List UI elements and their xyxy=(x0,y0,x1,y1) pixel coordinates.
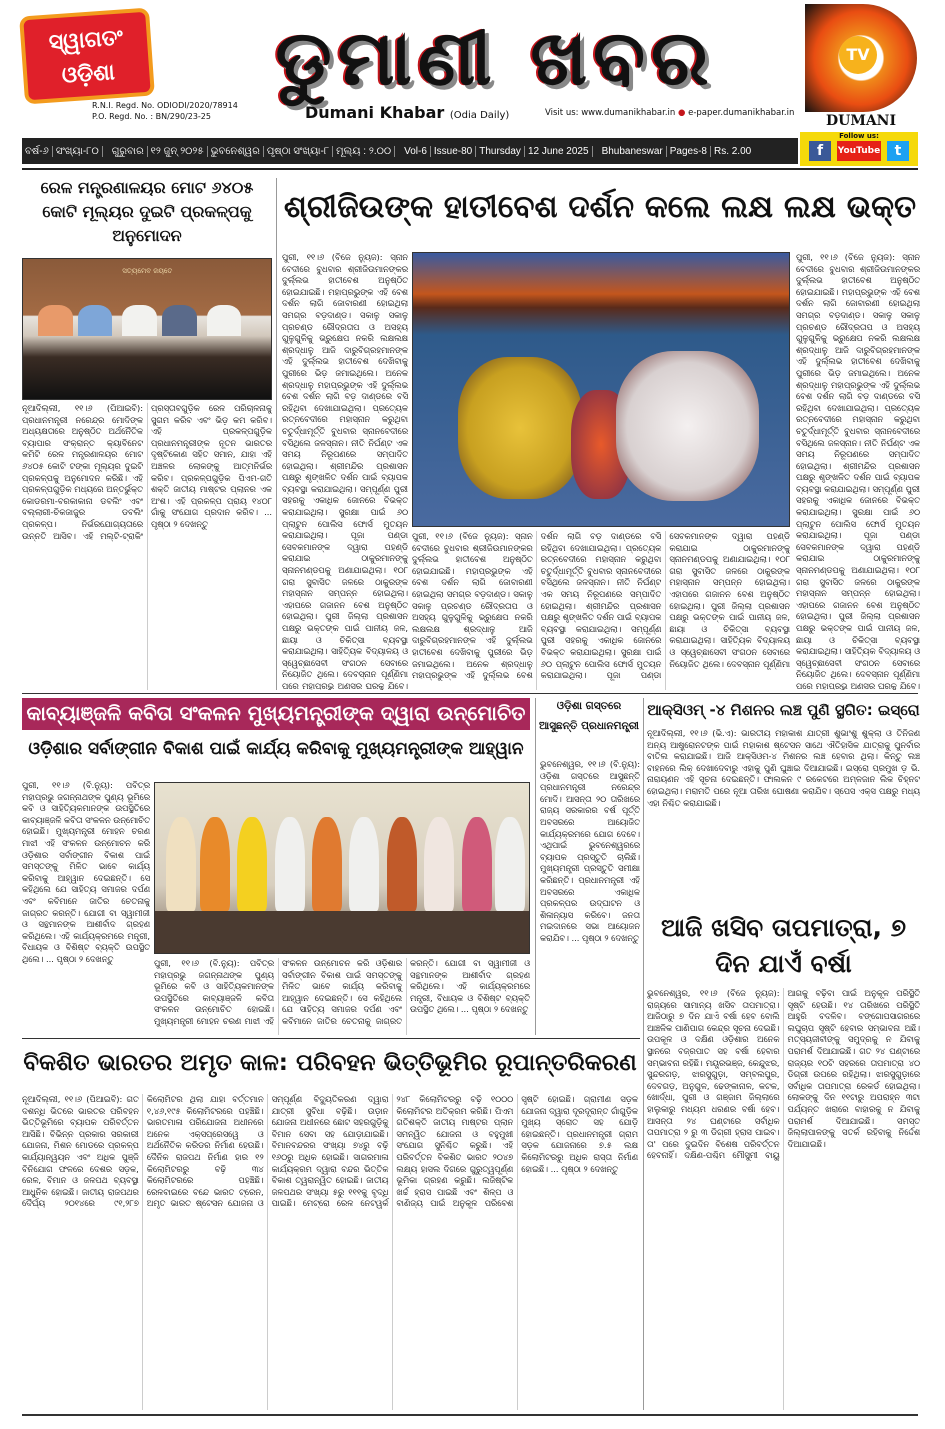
cabinet-meeting-photo xyxy=(22,258,272,400)
bullet-icon: ● xyxy=(677,108,686,118)
info-vol-en: Vol-6 xyxy=(401,146,431,157)
twitter-icon[interactable]: t xyxy=(887,141,909,161)
bottom-rule xyxy=(22,1414,918,1416)
facebook-icon[interactable]: f xyxy=(809,141,831,161)
rail-headline: ରେଳ ମନ୍ତ୍ରଣାଳୟର ମୋଟ ୬୪୦୫ କୋଟି ମୂଲ୍ୟର ଦୁଇଟି ପ୍ରକଳ୍ପକୁ ଅନୁମୋଦନ xyxy=(40,178,254,245)
axiom-headline: ଆକ୍ସିଓମ୍ -୪ ମିଶନର ଲଞ୍ଚ ପୁଣି ସ୍ଥଗିତ: ଇସ୍ରୋ xyxy=(647,701,920,719)
weather-headline: ଆଜି ଖସିବ ତାପମାତ୍ରା, ୭ ଦିନ ଯାଏଁ ବର୍ଷା xyxy=(660,913,907,978)
divider xyxy=(22,693,918,694)
column-divider xyxy=(643,698,644,1410)
odisha-body-col1: ପୁରୀ, ୧୧।୬ (ବି.ନ୍ୟୁ): ପବିତ୍ର ମହାପ୍ରଭୁ ଜଗନ୍ନାଥଙ୍କ ପୁଣ୍ୟ ଭୂମିରେ କବି ଓ ସାହିତ୍ୟିକମାନଙ୍କ ଉପସ୍ଥିତିରେ କାବ୍ୟାଞ୍ଜଳି କବିତା ସଂକଳନ ଉନ୍ମୋଚିତ ହୋଇଛି। ମୁଖ୍ୟମନ୍ତ୍ରୀ ମୋହନ ଚରଣ ମାଝୀ ଏହି ସଂକଳନ ଉନ୍ମୋଚନ କରି ଓଡ଼ିଶାର ସର୍ବାଙ୍ଗୀନ ବିକାଶ ପାଇଁ ସମସ୍ତଙ୍କୁ ମିଳିତ ଭାବେ କାର୍ଯ୍ୟ କରିବାକୁ ଆହ୍ୱାନ ଦେଇଛନ୍ତି। ସେ କହିଥିଲେ ଯେ ସାହିତ୍ୟ ସମାଜର ଦର୍ପଣ ଏବଂ କବିମାନେ ଜାତିର ଚେତନାକୁ ଜାଗ୍ରତ କରନ୍ତି। ଯୋଗୀ ବା ସ୍ୱାମୀଜୀ ଓ ସନ୍ଥମାନଙ୍କ ଆଶୀର୍ବାଦ ଗ୍ରହଣ କରିଥିଲେ। ଏହି କାର୍ଯ୍ୟକ୍ରମରେ ମନ୍ତ୍ରୀ, ବିଧାୟକ ଓ ବିଶିଷ୍ଟ ବ୍ୟକ୍ତି ଉପସ୍ଥିତ ଥିଲେ। ... ପୃଷ୍ଠା ୨ ଦେଖନ୍ତୁ xyxy=(22,780,150,964)
rni-number: R.N.I. Regd. No. ODIODI/2020/78914 xyxy=(92,101,238,110)
info-price-en: Rs. 2.00 xyxy=(713,145,752,157)
info-date-en: 12 June 2025 xyxy=(525,146,593,157)
registration-info xyxy=(92,100,238,122)
pm-visit-headline: ଓଡ଼ିଶା ଗସ୍ତରେ ଆସୁଛନ୍ତି ପ୍ରଧାନମନ୍ତ୍ରୀ xyxy=(539,700,639,733)
website-link[interactable]: Visit us: www.dumanikhabar.in xyxy=(545,108,676,118)
kavyanjali-banner: କାବ୍ୟାଞ୍ଜଳି କବିତା ସଂକଳନ ମୁଖ୍ୟମନ୍ତ୍ରୀଙ୍କ ଦ୍ୱାରା ଉନ୍ମୋଚିତ xyxy=(22,698,530,730)
divider xyxy=(22,168,918,170)
youtube-icon[interactable]: YouTube xyxy=(837,141,881,161)
info-city: ଭୁବନେଶ୍ୱର xyxy=(208,146,264,157)
english-note: (Odia Daily) xyxy=(449,110,510,121)
lead-body-col2: ପୁରୀ, ୧୧।୬ (ବିଜେ ନ୍ୟୁଜ): ସ୍ନାନ ବେଦୀରେ ବୁଧବାର ଶ୍ରୀଜିଉମାନଙ୍କର ଦୁର୍ଲ୍ଲଭ ହାତୀବେଶ ଅନୁଷ୍ଠିତ ହୋଇଯାଇଛି। ମହାପ୍ରଭୁଙ୍କ ଏହି ବେଶ ଦର୍ଶନ ଲାଗି ଜୋବାରଣୀ ହୋଇଥିଲା ସମଗ୍ର ବଡ଼ଦାଣ୍ଡ। ସକାଳୁ ସକାଳୁ ପ୍ରଚଣ୍ଡ ରୌଦ୍ରତାପ ଓ ଅସହ୍ୟ ଗୁଳୁଗୁଳିକୁ ଭ୍ରୁକ୍ଷେପ ନକରି ଲକ୍ଷଲକ୍ଷ ଶ୍ରଦ୍ଧାଳୁ ଆଜି ଦାରୁବିଗ୍ରହମାନଙ୍କ ଏହି ଦୁର୍ଲ୍ଲଭ ହାତୀବେଶ ଦେଖିବାକୁ ପୁରୀରେ ଭିଡ଼ ଜମାଇଥିଲେ। ଅନେକ ଶ୍ରଦ୍ଧାଳୁ ମହାପ୍ରଭୁଙ୍କ ଏହି ଦୁର୍ଲ୍ଲଭ ବେଶ ଦର୍ଶନ ଲାଗି ବଡ଼ ଦାଣ୍ଡରେ ବସି ରହିଥିବା ଦେଖାଯାଇଥିଲା। ପ୍ରତ୍ୟେକ ରତ୍ନବେଦୀରେ ମହାସ୍ନାନ କରୁଥିବା ଚତୁର୍ଦ୍ଧାମୂର୍ତ୍ତି ବୁଧବାର ସ୍ନାନବେଦୀରେ ବସିଥିଲେ ଜଳସ୍ନାନ। ନୀତି ନିର୍ଘଣ୍ଟ ଏକ ସମୟ ନିରୂପଣରେ ସମ୍ପାଦିତ ହୋଇଥିଲା। ଶ୍ରୀମନ୍ଦିର ପ୍ରଶାସନ ପକ୍ଷରୁ ଶୃଙ୍ଖଳିତ ଦର୍ଶନ ପାଇଁ ବ୍ୟାପକ ବ୍ୟବସ୍ଥା କରାଯାଇଥିଲା। ସମ୍ପୂର୍ଣ୍ଣ ପୁରୀ ସହରକୁ ଏକାଧିକ ଜୋନରେ ବିଭକ୍ତ କରାଯାଇଥିଲା। ସୁରକ୍ଷା ପାଇଁ ୬୦ ପ୍ଲାଟୁନ ପୋଲିସ ଫୋର୍ସ ମୁତୟନ କରାଯାଇଥିଲା। ପୂଜା ପଣ୍ଡା ସେବକମାନଙ୍କ ଦ୍ୱାରା ପହଣ୍ଡି କରାଯାଇ ଠାକୁରମାନଙ୍କୁ ସ୍ନାନମଣ୍ଡପକୁ ଅଣାଯାଇଥିଲା। ୧୦୮ ଗରା ସୁବାସିତ ଜଳରେ ଠାକୁରଙ୍କ ମହାସ୍ନାନ ସମ୍ପନ୍ନ ହୋଇଥିଲା। ଏହାପରେ ଗଜାନନ ବେଶ ଅନୁଷ୍ଠିତ ହୋଇଥିଲା। ପୁରୀ ଜିଲ୍ଲା ପ୍ରଶାସନ ପକ୍ଷରୁ ଭକ୍ତଙ୍କ ପାଇଁ ପାନୀୟ ଜଳ, ଛାୟା ଓ ଚିକିତ୍ସା ବ୍ୟବସ୍ଥା କରାଯାଇଥିଲା। ସାହିତ୍ୟିକ ବିଦ୍ୟାଳୟ ଓ ସ୍ୱେଚ୍ଛାସେବୀ ସଂଗଠନ ସେବାରେ ନିୟୋଜିତ ଥିଲେ। ଦେବସ୍ନାନ ପୂର୍ଣ୍ଣିମା xyxy=(412,531,790,681)
hati-besha-photo xyxy=(412,252,790,527)
issue-info-bar xyxy=(22,138,798,164)
info-pages: ପୃଷ୍ଠା ସଂଖ୍ୟା-୮ xyxy=(264,146,333,157)
rail-body: ନୂଆଦିଲ୍ଲୀ, ୧୧।୬ (ପିଆଇବି): ପ୍ରଧାନମନ୍ତ୍ରୀ ନରେନ୍ଦ୍ର ମୋଦିଙ୍କ ଅଧ୍ୟକ୍ଷତାରେ ଅନୁଷ୍ଠିତ ଅର୍ଥନୈତିକ ବ୍ୟାପାର ସଂକ୍ରାନ୍ତ କ୍ୟାବିନେଟ କମିଟି ରେଳ ମନ୍ତ୍ରଣାଳୟର ମୋଟ ୬୪୦୫ କୋଟି ଟଙ୍କା ମୂଲ୍ୟର ଦୁଇଟି ପ୍ରକଳ୍ପକୁ ଅନୁମୋଦନ କରିଛି। ଏହି ପ୍ରକଳ୍ପଗୁଡ଼ିକ ମଧ୍ୟରେ ଅନ୍ତର୍ଭୁକ୍ତ କୋଡରମା-ବରକାକାନା ଡବଲିଂ ଏବଂ ବଲ୍ଲାରୀ-ଚିକଜାଜୁର ଡବଲିଂ ପ୍ରକଳ୍ପ। ନିର୍ଭରଯୋଗ୍ୟତାରେ ଉନ୍ନତି ଆସିବ। ଏହି ମଲ୍ଟି-ଟ୍ରାକିଂ ପ୍ରସ୍ତାବଗୁଡ଼ିକ ରେଳ ପରିଚାଳନାକୁ ସୁଗମ କରିବ ଏବଂ ଭିଡ଼ କମ କରିବ। ଏହି ପ୍ରକଳ୍ପଗୁଡ଼ିକ ପ୍ରଧାନମନ୍ତ୍ରୀଙ୍କ ନୂତନ ଭାରତର ଦୃଷ୍ଟିକୋଣ ସହିତ ସମାନ, ଯାହା ଏହି ଅଞ୍ଚଳର ଲୋକଙ୍କୁ ଆତ୍ମନିର୍ଭର କରିବ। ପ୍ରକଳ୍ପଗୁଡ଼ିକ ପିଏମ-ଗତି ଶକ୍ତି ଜାତୀୟ ମାଷ୍ଟର ପ୍ଲାନର ଏକ ଅଂଶ। ଏହି ପ୍ରକଳ୍ପ ପ୍ରାୟ ୧୪୦୮ ଗାଁକୁ ସଂଯୋଗ ପ୍ରଦାନ କରିବ। ... ପୃଷ୍ଠା ୨ ଦେଖନ୍ତୁ xyxy=(22,403,272,541)
column-divider xyxy=(535,698,536,1035)
lead-body-col1: ପୁରୀ, ୧୧।୬ (ବିଜେ ନ୍ୟୁଜ): ସ୍ନାନ ବେଦୀରେ ବୁଧବାର ଶ୍ରୀଜିଉମାନଙ୍କର ଦୁର୍ଲ୍ଲଭ ହାତୀବେଶ ଅନୁଷ୍ଠିତ ହୋଇଯାଇଛି। ମହାପ୍ରଭୁଙ୍କ ଏହି ବେଶ ଦର୍ଶନ ଲାଗି ଜୋବାରଣୀ ହୋଇଥିଲା ସମଗ୍ର ବଡ଼ଦାଣ୍ଡ। ସକାଳୁ ସକାଳୁ ପ୍ରଚଣ୍ଡ ରୌଦ୍ରତାପ ଓ ଅସହ୍ୟ ଗୁଳୁଗୁଳିକୁ ଭ୍ରୁକ୍ଷେପ ନକରି ଲକ୍ଷଲକ୍ଷ ଶ୍ରଦ୍ଧାଳୁ ଆଜି ଦାରୁବିଗ୍ରହମାନଙ୍କ ଏହି ଦୁର୍ଲ୍ଲଭ ହାତୀବେଶ ଦେଖିବାକୁ ପୁରୀରେ ଭିଡ଼ ଜମାଇଥିଲେ। ଅନେକ ଶ୍ରଦ୍ଧାଳୁ ମହାପ୍ରଭୁଙ୍କ ଏହି ଦୁର୍ଲ୍ଲଭ ବେଶ ଦର୍ଶନ ଲାଗି ବଡ଼ ଦାଣ୍ଡରେ ବସି ରହିଥିବା ଦେଖାଯାଇଥିଲା। ପ୍ରତ୍ୟେକ ରତ୍ନବେଦୀରେ ମହାସ୍ନାନ କରୁଥିବା ଚତୁର୍ଦ୍ଧାମୂର୍ତ୍ତି ବୁଧବାର ସ୍ନାନବେଦୀରେ ବସିଥିଲେ ଜଳସ୍ନାନ। ନୀତି ନିର୍ଘଣ୍ଟ ଏକ ସମୟ ନିରୂପଣରେ ସମ୍ପାଦିତ ହୋଇଥିଲା। ଶ୍ରୀମନ୍ଦିର ପ୍ରଶାସନ ପକ୍ଷରୁ ଶୃଙ୍ଖଳିତ ଦର୍ଶନ ପାଇଁ ବ୍ୟାପକ ବ୍ୟବସ୍ଥା କରାଯାଇଥିଲା। ସମ୍ପୂର୍ଣ୍ଣ ପୁରୀ ସହରକୁ ଏକାଧିକ ଜୋନରେ ବିଭକ୍ତ କରାଯାଇଥିଲା। ସୁରକ୍ଷା ପାଇଁ ୬୦ ପ୍ଲାଟୁନ ପୋଲିସ ଫୋର୍ସ ମୁତୟନ କରାଯାଇଥିଲା। ପୂଜା ପଣ୍ଡା ସେବକମାନଙ୍କ ଦ୍ୱାରା ପହଣ୍ଡି କରାଯାଇ ଠାକୁରମାନଙ୍କୁ ସ୍ନାନମଣ୍ଡପକୁ ଅଣାଯାଇଥିଲା। ୧୦୮ ଗରା ସୁବାସିତ ଜଳରେ ଠାକୁରଙ୍କ ମହାସ୍ନାନ ସମ୍ପନ୍ନ ହୋଇଥିଲା। ଏହାପରେ ଗଜାନନ ବେଶ ଅନୁଷ୍ଠିତ ହୋଇଥିଲା। ପୁରୀ ଜିଲ୍ଲା ପ୍ରଶାସନ ପକ୍ଷରୁ ଭକ୍ତଙ୍କ ପାଇଁ ପାନୀୟ ଜଳ, ଛାୟା ଓ ଚିକିତ୍ସା ବ୍ୟବସ୍ଥା କରାଯାଇଥିଲା। ସାହିତ୍ୟିକ ବିଦ୍ୟାଳୟ ଓ ସ୍ୱେଚ୍ଛାସେବୀ ସଂଗଠନ ସେବାରେ ନିୟୋଜିତ ଥିଲେ। ଦେବସ୍ନାନ ପୂର୍ଣ୍ଣିମା ପରେ ମହାପ୍ରଭୁ ଅଣସର ଘରକୁ ଯିବେ। xyxy=(282,252,408,690)
english-name: Dumani Khabar xyxy=(305,103,445,122)
info-city-en: Bhubaneswar xyxy=(599,146,667,157)
info-year: ବର୍ଷ-୬ xyxy=(22,146,53,157)
dumani-wordmark: DUMANI xyxy=(825,113,897,129)
follow-us-label: Follow us: xyxy=(839,132,879,140)
info-pages-en: Pages-8 xyxy=(667,146,711,157)
tv-icon: TV xyxy=(839,36,877,74)
book-release-photo xyxy=(154,782,530,954)
viksit-bharat-headline: ବିକଶିତ ଭାରତର ଅମୃତ କାଳ: ପରିବହନ ଭିତ୍ତିଭୂମିର ରୂପାନ୍ତରିକରଣ xyxy=(23,1050,637,1076)
photo-emblem-text: ସତ୍ୟମେବ ଜୟତେ xyxy=(122,267,173,276)
viksit-bharat-body: ନୂଆଦିଲ୍ଲୀ, ୧୧।୬ (ପିଆଇବି): ଗତ ଦଶନ୍ଧି ଭିତରେ ଭାରତର ପରିବହନ ଭିତ୍ତିଭୂମିରେ ବ୍ୟାପକ ପରିବର୍ତ୍ତନ ଆସିଛି। ବିଭିନ୍ନ ପ୍ରକାର ସରକାରୀ ଯୋଜନା, ମିଶନ ମୋଡରେ ପ୍ରକଳ୍ପ କାର୍ଯ୍ୟାନ୍ୱୟନ ଏବଂ ଅଧିକ ପୁଞ୍ଜି ବିନିଯୋଗ ଫଳରେ ଦେଶର ସଡ଼କ, ରେଳ, ବିମାନ ଓ ଜଳପଥ ବ୍ୟବସ୍ଥା ଆଧୁନିକ ହୋଇଛି। ଜାତୀୟ ରାଜପଥର ଦୈର୍ଘ୍ୟ ୨୦୧୪ରେ ୯୧,୨୮୭ କିଲୋମିଟର ଥିଲା ଯାହା ବର୍ତ୍ତମାନ ୧,୪୬,୧୯୫ କିଲୋମିଟରରେ ପହଞ୍ଚିଛି। ଭାରତମାଳା ପରିଯୋଜନା ଅଧୀନରେ ଅନେକ ଏକ୍ସପ୍ରେସୱେ ଓ ଅର୍ଥନୈତିକ କରିଡର ନିର୍ମାଣ ହେଉଛି। ଦୈନିକ ରାଜପଥ ନିର୍ମାଣ ହାର ୧୨ କିଲୋମିଟରରୁ ବଢ଼ି ୩୪ କିଲୋମିଟରରେ ପହଞ୍ଚିଛି। ରେଳବାଇରେ ବନ୍ଦେ ଭାରତ ଟ୍ରେନ, ଅମୃତ ଭାରତ ଷ୍ଟେସନ ଯୋଜନା ଓ ସମ୍ପୂର୍ଣ୍ଣ ବିଦ୍ୟୁତିକରଣ ଦ୍ୱାରା ଯାତ୍ରୀ ସୁବିଧା ବଢ଼ିଛି। ଉଡ଼ାନ ଯୋଜନା ଅଧୀନରେ ଛୋଟ ସହରଗୁଡ଼ିକୁ ବିମାନ ସେବା ସହ ଯୋଡ଼ାଯାଇଛି। ବିମାନବନ୍ଦରର ସଂଖ୍ୟା ୭୪ରୁ ବଢ଼ି ୧୬୦ରୁ ଅଧିକ ହୋଇଛି। ସାଗରମାଳା କାର୍ଯ୍ୟକ୍ରମ ଦ୍ୱାରା ବନ୍ଦର ଭିତ୍ତିକ ବିକାଶ ତ୍ୱରାନ୍ୱିତ ହୋଇଛି। ଜାତୀୟ ଜଳପଥର ସଂଖ୍ୟା ୫ରୁ ୧୧୧କୁ ବୃଦ୍ଧି ପାଇଛି। ମେଟ୍ରୋ ରେଳ ନେଟୱର୍କ ୨୪୮ କିଲୋମିଟରରୁ ବଢ଼ି ୧୦୦୦ କିଲୋମିଟର ଅତିକ୍ରମ କରିଛି। ପିଏମ ଗତିଶକ୍ତି ଜାତୀୟ ମାଷ୍ଟର ପ୍ଲାନ ସମନ୍ୱିତ ଯୋଜନା ଓ ବହୁମୁଖୀ ସଂଯୋଗ ସୁନିଶ୍ଚିତ କରୁଛି। ଏହି ପରିବର୍ତ୍ତନ ବିକଶିତ ଭାରତ ୨୦୪୭ ଲକ୍ଷ୍ୟ ହାସଲ ଦିଗରେ ଗୁରୁତ୍ୱପୂର୍ଣ୍ଣ ଭୂମିକା ଗ୍ରହଣ କରୁଛି। ଲଜିଷ୍ଟିକ ଖର୍ଚ୍ଚ ହ୍ରାସ ପାଇଛି ଏବଂ ଶିଳ୍ପ ଓ ବାଣିଜ୍ୟ ପାଇଁ ଅନୁକୂଳ ପରିବେଶ ସୃଷ୍ଟି ହୋଇଛି। ଗ୍ରାମୀଣ ସଡ଼କ ଯୋଜନା ଦ୍ୱାରା ଦୂରଦୂରାନ୍ତ ଗାଁଗୁଡ଼ିକ ମୁଖ୍ୟ ସ୍ରୋତ ସହ ଯୋଡ଼ି ହୋଇଛନ୍ତି। ପ୍ରଧାନମନ୍ତ୍ରୀ ଗ୍ରାମ ସଡ଼କ ଯୋଜନାରେ ୭.୫ ଲକ୍ଷ କିଲୋମିଟରରୁ ଅଧିକ ରାସ୍ତା ନିର୍ମାଣ ହୋଇଛି। ... ପୃଷ୍ଠା ୨ ଦେଖନ୍ତୁ xyxy=(22,1094,638,1209)
info-issue: ସଂଖ୍ୟା-୮୦ xyxy=(53,146,103,157)
odisha-body-col2: ପୁରୀ, ୧୧।୬ (ବି.ନ୍ୟୁ): ପବିତ୍ର ମହାପ୍ରଭୁ ଜଗନ୍ନାଥଙ୍କ ପୁଣ୍ୟ ଭୂମିରେ କବି ଓ ସାହିତ୍ୟିକମାନଙ୍କ ଉପସ୍ଥିତିରେ କାବ୍ୟାଞ୍ଜଳି କବିତା ସଂକଳନ ଉନ୍ମୋଚିତ ହୋଇଛି। ମୁଖ୍ୟମନ୍ତ୍ରୀ ମୋହନ ଚରଣ ମାଝୀ ଏହି ସଂକଳନ ଉନ୍ମୋଚନ କରି ଓଡ଼ିଶାର ସର୍ବାଙ୍ଗୀନ ବିକାଶ ପାଇଁ ସମସ୍ତଙ୍କୁ ମିଳିତ ଭାବେ କାର୍ଯ୍ୟ କରିବାକୁ ଆହ୍ୱାନ ଦେଇଛନ୍ତି। ସେ କହିଥିଲେ ଯେ ସାହିତ୍ୟ ସମାଜର ଦର୍ପଣ ଏବଂ କବିମାନେ ଜାତିର ଚେତନାକୁ ଜାଗ୍ରତ କରନ୍ତି। ଯୋଗୀ ବା ସ୍ୱାମୀଜୀ ଓ ସନ୍ଥମାନଙ୍କ ଆଶୀର୍ବାଦ ଗ୍ରହଣ କରିଥିଲେ। ଏହି କାର୍ଯ୍ୟକ୍ରମରେ ମନ୍ତ୍ରୀ, ବିଧାୟକ ଓ ବିଶିଷ୍ଟ ବ୍ୟକ୍ତି ଉପସ୍ଥିତ ଥିଲେ। ... ପୃଷ୍ଠା ୨ ଦେଖନ୍ତୁ xyxy=(154,958,530,1026)
axiom-body: ନୂଆଦିଲ୍ଲୀ, ୧୧।୬ (ଭି.ଏ): ଭାରତୀୟ ମହାକାଶ ଯାତ୍ରୀ ଶୁଭାଂଶୁ ଶୁକ୍ଲା ଓ ତିନିଜଣ ଅନ୍ୟ ଆଷ୍ଟ୍ରୋନଟଙ୍କ ପାଇଁ ମହାକାଶ ଷ୍ଟେସନ ସାଥେ ଐତିହାସିକ ଯାତ୍ରାକୁ ପୁନର୍ବାର ବାତିଲ କରାଯାଇଛି। ଆଜି ଆକ୍ସିଓମ-୪ ମିଶନର ଲଞ୍ଚ ହେବାର ଥିଲା। କିନ୍ତୁ ଲଞ୍ଚ ବାହନରେ ଲିକ୍ ଦେଖାଦେବାରୁ ଏହାକୁ ପୁଣି ଘୁଞ୍ଚାଇ ଦିଆଯାଇଛି। ଇସ୍ରୋ ପ୍ରମୁଖ ଡ଼ ଭି. ନାରାୟଣନ ଏହି ସୂଚନା ଦେଇଛନ୍ତି। ଫାଲକନ ୯ ରକେଟରେ ଅମ୍ଳଜାନ ଲିକ ଚିହ୍ନଟ ହୋଇଥିଲା। ମରାମତି ପରେ ନୂଆ ତାରିଖ ଘୋଷଣା କରାଯିବ। ସ୍ପେସ ଏକ୍ସ ପକ୍ଷରୁ ମଧ୍ୟ ଏହା ନିଶ୍ଚିତ କରାଯାଇଛି। xyxy=(647,728,920,808)
info-price: ମୂଲ୍ୟ : ୨.୦୦ xyxy=(333,146,395,157)
divider xyxy=(22,1038,640,1039)
po-number: P.O. Regd. No. : BN/290/23-25 xyxy=(92,112,211,121)
column-divider xyxy=(276,178,277,690)
pm-visit-body: ଭୁବନେଶ୍ୱର, ୧୧।୬ (ବି.ନ୍ୟୁ): ଓଡ଼ିଶା ଗସ୍ତରେ ଆସୁଛନ୍ତି ପ୍ରଧାନମନ୍ତ୍ରୀ ନରେନ୍ଦ୍ର ମୋଦି। ଆସନ୍ତା ୨୦ ତାରିଖରେ ରାଜ୍ୟ ସରକାରର ବର୍ଷ ପୂର୍ତ୍ତି ଅବସରରେ ଆୟୋଜିତ କାର୍ଯ୍ୟକ୍ରମରେ ଯୋଗ ଦେବେ। ଏଥିପାଇଁ ଭୁବନେଶ୍ୱରରେ ବ୍ୟାପକ ପ୍ରସ୍ତୁତି ଚାଲିଛି। ମୁଖ୍ୟମନ୍ତ୍ରୀ ପ୍ରସ୍ତୁତି ସମୀକ୍ଷା କରିଛନ୍ତି। ପ୍ରଧାନମନ୍ତ୍ରୀ ଏହି ଅବସରରେ ଏକାଧିକ ପ୍ରକଳ୍ପର ଉଦ୍‌ଘାଟନ ଓ ଶିଳାନ୍ୟାସ କରିବେ। ଜନତା ମଇଦାନରେ ସଭା ଆୟୋଜନ କରାଯିବ। ... ପୃଷ୍ଠା ୨ ଦେଖନ୍ତୁ xyxy=(540,759,640,943)
english-title xyxy=(305,103,509,122)
lead-body-col3: ପୁରୀ, ୧୧।୬ (ବିଜେ ନ୍ୟୁଜ): ସ୍ନାନ ବେଦୀରେ ବୁଧବାର ଶ୍ରୀଜିଉମାନଙ୍କର ଦୁର୍ଲ୍ଲଭ ହାତୀବେଶ ଅନୁଷ୍ଠିତ ହୋଇଯାଇଛି। ମହାପ୍ରଭୁଙ୍କ ଏହି ବେଶ ଦର୍ଶନ ଲାଗି ଜୋବାରଣୀ ହୋଇଥିଲା ସମଗ୍ର ବଡ଼ଦାଣ୍ଡ। ସକାଳୁ ସକାଳୁ ପ୍ରଚଣ୍ଡ ରୌଦ୍ରତାପ ଓ ଅସହ୍ୟ ଗୁଳୁଗୁଳିକୁ ଭ୍ରୁକ୍ଷେପ ନକରି ଲକ୍ଷଲକ୍ଷ ଶ୍ରଦ୍ଧାଳୁ ଆଜି ଦାରୁବିଗ୍ରହମାନଙ୍କ ଏହି ଦୁର୍ଲ୍ଲଭ ହାତୀବେଶ ଦେଖିବାକୁ ପୁରୀରେ ଭିଡ଼ ଜମାଇଥିଲେ। ଅନେକ ଶ୍ରଦ୍ଧାଳୁ ମହାପ୍ରଭୁଙ୍କ ଏହି ଦୁର୍ଲ୍ଲଭ ବେଶ ଦର୍ଶନ ଲାଗି ବଡ଼ ଦାଣ୍ଡରେ ବସି ରହିଥିବା ଦେଖାଯାଇଥିଲା। ପ୍ରତ୍ୟେକ ରତ୍ନବେଦୀରେ ମହାସ୍ନାନ କରୁଥିବା ଚତୁର୍ଦ୍ଧାମୂର୍ତ୍ତି ବୁଧବାର ସ୍ନାନବେଦୀରେ ବସିଥିଲେ ଜଳସ୍ନାନ। ନୀତି ନିର୍ଘଣ୍ଟ ଏକ ସମୟ ନିରୂପଣରେ ସମ୍ପାଦିତ ହୋଇଥିଲା। ଶ୍ରୀମନ୍ଦିର ପ୍ରଶାସନ ପକ୍ଷରୁ ଶୃଙ୍ଖଳିତ ଦର୍ଶନ ପାଇଁ ବ୍ୟାପକ ବ୍ୟବସ୍ଥା କରାଯାଇଥିଲା। ସମ୍ପୂର୍ଣ୍ଣ ପୁରୀ ସହରକୁ ଏକାଧିକ ଜୋନରେ ବିଭକ୍ତ କରାଯାଇଥିଲା। ସୁରକ୍ଷା ପାଇଁ ୬୦ ପ୍ଲାଟୁନ ପୋଲିସ ଫୋର୍ସ ମୁତୟନ କରାଯାଇଥିଲା। ପୂଜା ପଣ୍ଡା ସେବକମାନଙ୍କ ଦ୍ୱାରା ପହଣ୍ଡି କରାଯାଇ ଠାକୁରମାନଙ୍କୁ ସ୍ନାନମଣ୍ଡପକୁ ଅଣାଯାଇଥିଲା। ୧୦୮ ଗରା ସୁବାସିତ ଜଳରେ ଠାକୁରଙ୍କ ମହାସ୍ନାନ ସମ୍ପନ୍ନ ହୋଇଥିଲା। ଏହାପରେ ଗଜାନନ ବେଶ ଅନୁଷ୍ଠିତ ହୋଇଥିଲା। ପୁରୀ ଜିଲ୍ଲା ପ୍ରଶାସନ ପକ୍ଷରୁ ଭକ୍ତଙ୍କ ପାଇଁ ପାନୀୟ ଜଳ, ଛାୟା ଓ ଚିକିତ୍ସା ବ୍ୟବସ୍ଥା କରାଯାଇଥିଲା। ସାହିତ୍ୟିକ ବିଦ୍ୟାଳୟ ଓ ସ୍ୱେଚ୍ଛାସେବୀ ସଂଗଠନ ସେବାରେ ନିୟୋଜିତ ଥିଲେ। ଦେବସ୍ନାନ ପୂର୍ଣ୍ଣିମା ପରେ ମହାପ୍ରଭୁ ଅଣସର ଘରକୁ ଯିବେ। xyxy=(796,252,920,690)
odisha-development-headline: ଓଡ଼ିଶାର ସର୍ବାଙ୍ଗୀନ ବିକାଶ ପାଇଁ କାର୍ଯ୍ୟ କରିବାକୁ ମୁଖ୍ୟମନ୍ତ୍ରୀଙ୍କ ଆହ୍ୱାନ xyxy=(28,739,524,759)
info-day-en: Thursday xyxy=(476,146,525,157)
dumani-tv-logo xyxy=(805,4,917,112)
weather-body: ଭୁବନେଶ୍ୱର, ୧୧।୬ (ବିଜେ ନ୍ୟୁଜ): ରାଜ୍ୟରେ ସାମାନ୍ୟ ଖସିବ ତାପମାତ୍ରା। ଆଜିଠାରୁ ୭ ଦିନ ଯାଏଁ ବର୍ଷା ହେବ ବୋଲି ଆଞ୍ଚଳିକ ପାଣିପାଗ କେନ୍ଦ୍ର ସୂଚନା ଦେଇଛି। ଉପକୂଳ ଓ ଦକ୍ଷିଣ ଓଡ଼ିଶାର ଅନେକ ସ୍ଥାନରେ ବଜ୍ରପାତ ସହ ବର୍ଷା ହେବାର ସମ୍ଭାବନା ରହିଛି। ମୟୂରଭଞ୍ଜ, କେନ୍ଦୁଝର, ସୁନ୍ଦରଗଡ଼, ଝାରସୁଗୁଡ଼ା, ସମ୍ବଲପୁର, ଦେବଗଡ଼, ଅନୁଗୁଳ, ଢେଙ୍କାନାଳ, କଟକ, ଖୋର୍ଦ୍ଧା, ପୁରୀ ଓ ଗଞ୍ଜାମ ଜିଲ୍ଲାରେ ହାଲୁକାରୁ ମଧ୍ୟମ ଧରଣର ବର୍ଷା ହେବ। ଆସନ୍ତା ୨୪ ଘଣ୍ଟାରେ ସର୍ବାଧିକ ତାପମାତ୍ରା ୨ ରୁ ୩ ଡିଗ୍ରୀ ହ୍ରାସ ପାଇବ। ତା' ପରେ ଦୁଇଦିନ ବିଶେଷ ପରିବର୍ତ୍ତନ ହେବନାହିଁ। ଦକ୍ଷିଣ-ପଶ୍ଚିମ ମୌସୁମୀ ବାୟୁ ଆଗକୁ ବଢ଼ିବା ପାଇଁ ଅନୁକୂଳ ପରିସ୍ଥିତି ସୃଷ୍ଟି ହେଉଛି। ୧୪ ତାରିଖରେ ପରିସ୍ଥିତି ଆହୁରି ବଦଳିବ। ବଙ୍ଗୋପସାଗରରେ ଲଘୁଚାପ ସୃଷ୍ଟି ହେବାର ସମ୍ଭାବନା ଅଛି। ମତ୍ସ୍ୟଜୀବୀଙ୍କୁ ସମୁଦ୍ରକୁ ନ ଯିବାକୁ ପରାମର୍ଶ ଦିଆଯାଇଛି। ଗତ ୨୪ ଘଣ୍ଟାରେ ରାଜ୍ୟର ୧୦ଟି ସହରରେ ତାପମାତ୍ରା ୪୦ ଡିଗ୍ରୀ ଉପରେ ରହିଥିଲା। ଝାରସୁଗୁଡ଼ାରେ ସର୍ବାଧିକ ତାପମାତ୍ରା ରେକର୍ଡ ହୋଇଥିଲା। ଲୋକଙ୍କୁ ଦିନ ୧୧ଟାରୁ ଅପରାହ୍ନ ୩ଟା ପର୍ଯ୍ୟନ୍ତ ଖରାରେ ବାହାରକୁ ନ ଯିବାକୁ ପରାମର୍ଶ ଦିଆଯାଇଛି। ସମସ୍ତ ଜିଲ୍ଲାପାଳଙ୍କୁ ସତର୍କ ରହିବାକୁ ନିର୍ଦ୍ଦେଶ ଦିଆଯାଇଛି। xyxy=(647,988,920,1161)
newspaper-title-logo: ଡୁମାଣୀ ଖବର xyxy=(275,13,715,102)
info-date: ୧୨ ଜୁନ୍ ୨୦୨୫ xyxy=(148,146,208,157)
epaper-link[interactable]: e-paper.dumanikhabar.in xyxy=(688,108,795,118)
website-info xyxy=(545,108,794,118)
welcome-odisha-badge: ସ୍ୱାଗତଂ ଓଡ଼ିଶା xyxy=(19,8,155,105)
info-day: ଗୁରୁବାର xyxy=(109,146,148,157)
lead-headline: ଶ୍ରୀଜିଉଙ୍କ ହାତୀବେଶ ଦର୍ଶନ କଲେ ଲକ୍ଷ ଲକ୍ଷ ଭକ୍ତ xyxy=(283,189,917,225)
follow-us-box xyxy=(800,132,918,166)
info-issue-en: Issue-80 xyxy=(431,146,476,157)
